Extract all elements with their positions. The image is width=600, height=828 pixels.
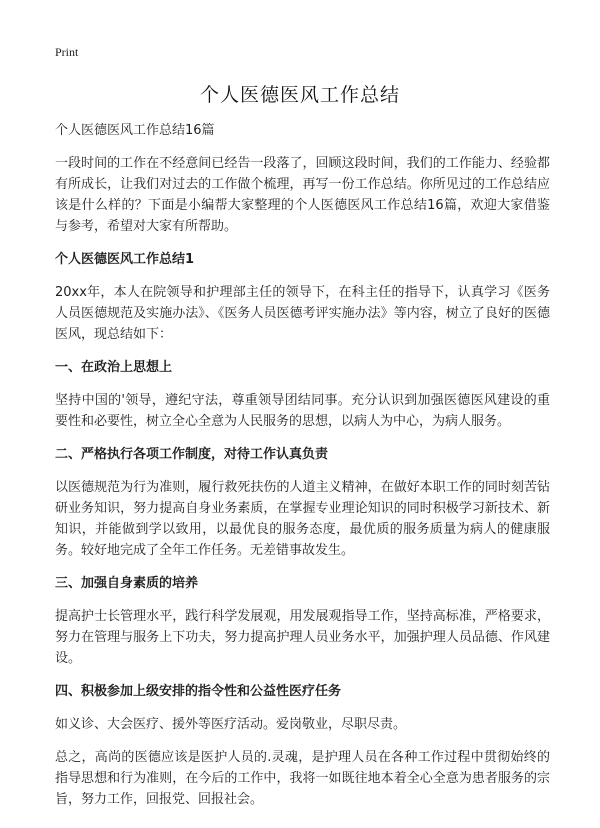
point-heading-4: 四、积极参加上级安排的指令性和公益性医疗任务 [55, 684, 342, 699]
point-heading-2: 二、严格执行各项工作制度，对待工作认真负责 [55, 447, 329, 462]
section-heading: 个人医德医风工作总结1 [55, 252, 195, 267]
article-subtitle: 个人医德医风工作总结16篇 [55, 123, 215, 138]
point-text-2: 以医德规范为行为准则，履行救死扶伤的人道主义精神，在做好本职工作的同时刻苦钻研业务知识，努力提高自身业务素质，在掌握专业理论知识的同时积极学习新技术、新知识，并能做到学以致用，以最优良的服务态度，最优质的服务质量为病人的健康服务。较好地完成了全年工作任务。无差错事故发生。 [55, 480, 550, 558]
print-link[interactable]: Print [55, 45, 79, 59]
point-text-3: 提高护士长管理水平，践行科学发展观，用发展观指导工作，坚持高标准，严格要求，努力在管理与服务上下功夫，努力提高护理人员业务水平，加强护理人员品德、作风建设。 [55, 609, 550, 666]
article-body [55, 120, 550, 822]
point-text-4: 如义诊、大会医疗、援外等医疗活动。爱岗敬业，尽职尽责。 [55, 717, 407, 732]
page-title: 个人医德医风工作总结 [199, 84, 400, 106]
intro-paragraph: 一段时间的工作在不经意间已经告一段落了，回顾这段时间，我们的工作能力、经验都有所成长，让我们对过去的工作做个梳理，再写一份工作总结。你所见过的工作总结应该是什么样的？下面是小编帮大家整理的个人医德医风工作总结16篇，欢迎大家借鉴与参考，希望对大家有所帮助。 [55, 156, 550, 234]
section-paragraph: 20xx年，本人在院领导和护理部主任的领导下，在科主任的指导下，认真学习《医务人员医德规范及实施办法》、《医务人员医德考评实施办法》等内容，树立了良好的医德医风，现总结如下： [55, 285, 550, 342]
point-text-1: 坚持中国的'领导，遵纪守法，尊重领导团结同事。充分认识到加强医德医风建设的重要性和必要性，树立全心全意为人民服务的思想，以病人为中心，为病人服务。 [55, 393, 550, 429]
point-heading-3: 三、加强自身素质的培养 [55, 576, 199, 591]
point-heading-1: 一、在政治上思想上 [55, 360, 173, 375]
conclusion-paragraph: 总之，高尚的医德应该是医护人员的.灵魂，是护理人员在各种工作过程中贯彻始终的指导思想和行为准则，在今后的工作中，我将一如既往地本着全心全意为患者服务的宗旨，努力工作，回报党、回报社会。 [55, 750, 550, 807]
